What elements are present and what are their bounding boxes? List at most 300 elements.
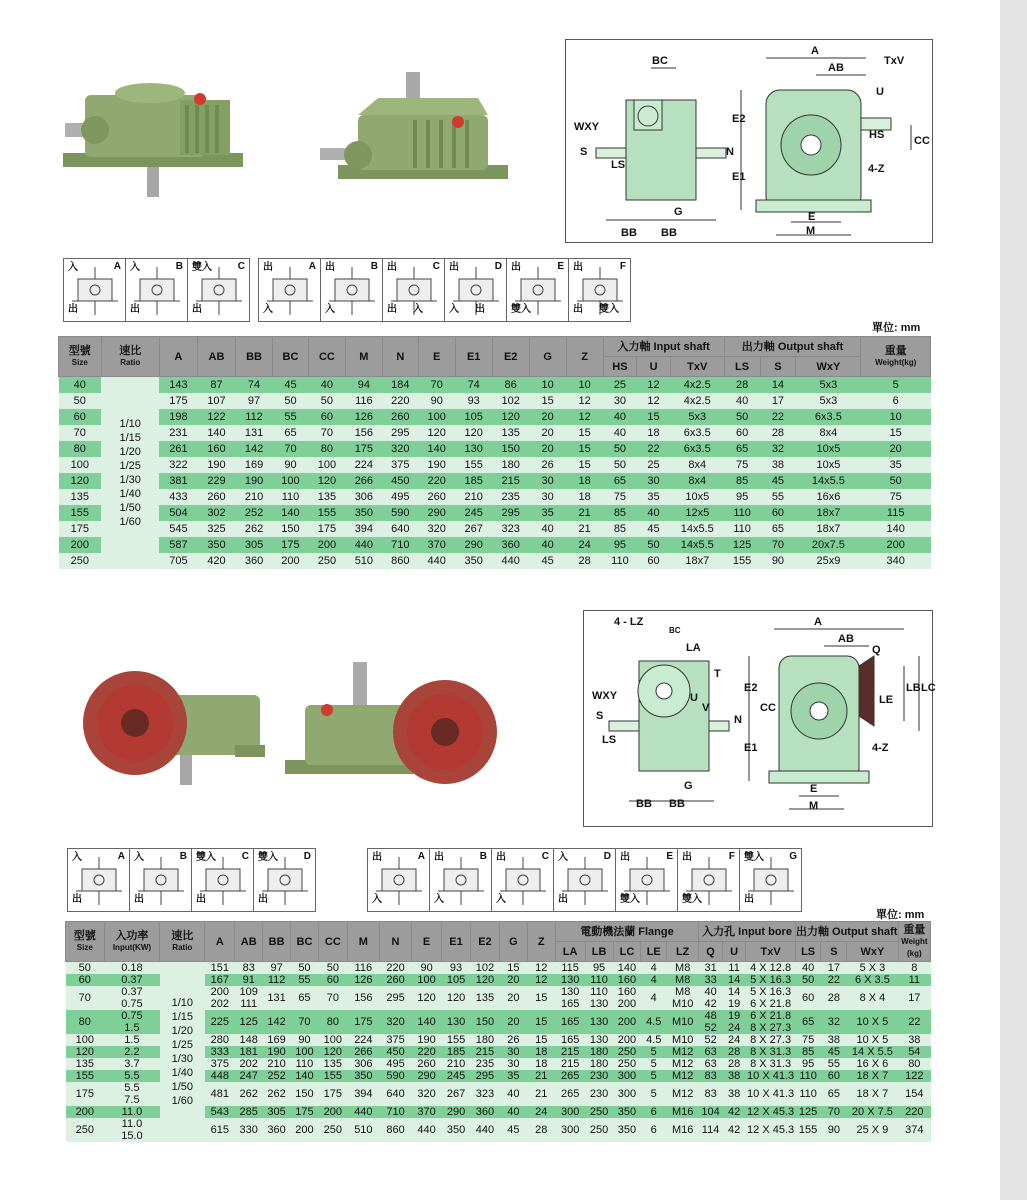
table-cell: 200 [613, 1034, 641, 1046]
table-cell: 140 [291, 1070, 319, 1082]
table-cell: 60 [724, 425, 760, 441]
gearbox-flange-photo-horizontal [80, 665, 270, 790]
header-label: S [830, 945, 838, 958]
table-cell: 175 [318, 1082, 347, 1106]
table-cell: 8 [898, 962, 930, 975]
svg-text:4 - LZ: 4 - LZ [614, 616, 644, 628]
table-cell: 21 [527, 1082, 555, 1106]
mounting-option-tag: 入 [72, 852, 82, 863]
table-cell: 290 [442, 1106, 471, 1118]
table-cell: 448 [205, 1070, 235, 1082]
header-label: WxY [860, 945, 885, 958]
header-label: LB [591, 945, 607, 958]
mounting-option-tag: 出 [325, 262, 335, 273]
header-label: 出力軸 Output shaft [741, 340, 844, 353]
table-header-cell [318, 922, 347, 962]
table-cell: 350 [613, 1118, 641, 1142]
table-cell: 215 [471, 1046, 500, 1058]
table-cell: 374 [898, 1118, 930, 1142]
table-header-cell [555, 942, 585, 962]
spec-table-1 [58, 336, 931, 569]
table-cell: 6x3.5 [670, 425, 724, 441]
table-cell: 0.18 [104, 962, 160, 975]
table-cell: 200 [291, 1118, 319, 1142]
table-cell: 65 [795, 1010, 821, 1034]
table-cell: 200 [59, 537, 102, 553]
svg-text:AB: AB [828, 62, 844, 74]
table-cell: 24 [566, 537, 603, 553]
table-cell: 8x4 [670, 473, 724, 489]
table-cell: 135 [66, 1058, 105, 1070]
table-cell: 74 [236, 377, 273, 393]
table-cell: 17 [760, 393, 796, 409]
table-cell: 245 [455, 505, 492, 521]
table-cell: 420 [197, 553, 235, 569]
table-cell: 305 [263, 1106, 291, 1118]
svg-text:CC: CC [914, 135, 930, 147]
mounting-option-c [491, 848, 554, 912]
ratio-list-cell: 1/10 1/15 1/20 1/25 1/30 1/40 1/50 1/60 [101, 377, 159, 569]
table-cell: 300 [613, 1070, 641, 1082]
table-cell: 587 [159, 537, 197, 553]
table-header-cell [722, 942, 746, 962]
table-cell: 94 [345, 377, 382, 393]
table-cell: 126 [347, 974, 379, 986]
mounting-option-tag: 入 [325, 304, 335, 315]
table-cell: 114 [699, 1118, 723, 1142]
mounting-option-tag: 雙入 [620, 894, 640, 905]
table-cell: 8 X 31.3 [746, 1046, 795, 1058]
table-row [59, 425, 931, 441]
header-label: G [543, 350, 552, 363]
svg-text:LS: LS [611, 159, 626, 171]
header-label: AB [240, 935, 257, 948]
mounting-option-tag: 出 [449, 262, 459, 273]
header-label: M [358, 935, 368, 948]
table-cell: 175 [66, 1082, 105, 1106]
table-cell: 18x7 [796, 521, 861, 537]
table-header-cell [585, 942, 613, 962]
table-header-cell [637, 357, 671, 377]
mounting-option-letter: B [179, 851, 187, 862]
table-cell: 45 [821, 1046, 847, 1058]
table-cell: 250 [585, 1118, 613, 1142]
table-header-cell [760, 357, 796, 377]
table-cell: 70 [318, 986, 347, 1010]
table-cell: 60 [59, 409, 102, 425]
table-header-cell [205, 922, 235, 962]
table-cell: 143 [159, 377, 197, 393]
table-cell: 131 [263, 986, 291, 1010]
table-header-cell [555, 922, 699, 942]
table-cell: 130 165 [555, 986, 585, 1010]
table-cell: 15 [529, 393, 566, 409]
mounting-option-tag: 出 [263, 262, 273, 273]
table-cell: 50 [273, 393, 309, 409]
table-cell: 50 [603, 457, 637, 473]
svg-text:N: N [734, 714, 742, 726]
header-label: TxV [687, 360, 708, 373]
table-cell: 224 [345, 457, 382, 473]
table-cell: 156 [345, 425, 382, 441]
table-cell: M12 [667, 1046, 699, 1058]
table-cell: 262 [235, 1082, 263, 1106]
table-cell: 60 [760, 505, 796, 521]
header-label: E2 [478, 935, 492, 948]
table-cell: 100 [412, 974, 442, 986]
table-cell: 40 [529, 537, 566, 553]
svg-text:E2: E2 [732, 113, 746, 125]
table-cell: 210 [263, 1058, 291, 1070]
table-cell: 265 [555, 1070, 585, 1082]
table-row [59, 553, 931, 569]
table-cell: 323 [471, 1082, 500, 1106]
table-cell: 860 [382, 553, 418, 569]
table-cell: 80 [66, 1010, 105, 1034]
table-cell: 120 [455, 425, 492, 441]
table-cell: 86 [492, 377, 529, 393]
table-header-cell [613, 942, 641, 962]
table-cell: 30 [529, 473, 566, 489]
dimension-drawing-1 [565, 39, 933, 243]
svg-text:A: A [814, 616, 822, 628]
mounting-option-tag: 雙入 [744, 852, 764, 863]
mounting-option-tag: 入 [434, 894, 444, 905]
header-label: LS [801, 945, 816, 958]
table-cell: 323 [492, 521, 529, 537]
table-cell: 295 [471, 1070, 500, 1082]
table-cell: 504 [159, 505, 197, 521]
table-cell: 350 [613, 1106, 641, 1118]
svg-text:BB: BB [636, 798, 652, 810]
svg-text:U: U [690, 692, 698, 704]
table-header-cell [345, 337, 382, 377]
table-header-cell [821, 942, 847, 962]
table-cell: 120 [471, 974, 500, 986]
mounting-option-tag: 出 [744, 894, 754, 905]
table-cell: 155 [318, 1070, 347, 1082]
mounting-option-tag: 出 [258, 894, 268, 905]
svg-text:AB: AB [838, 633, 854, 645]
header-label: AB [208, 350, 225, 363]
table-cell: 5 X 16.3 [746, 974, 795, 986]
mounting-option-b [320, 258, 383, 322]
unit-label-2: 單位: mm [876, 909, 925, 921]
table-cell: 100 [66, 1034, 105, 1046]
table-cell: 55 [291, 974, 319, 986]
table-cell: 280 [205, 1034, 235, 1046]
table-header-cell [347, 922, 379, 962]
table-cell: 185 [455, 473, 492, 489]
svg-text:4-Z: 4-Z [868, 163, 885, 175]
header-label: S [774, 360, 782, 373]
table-cell: 65 [603, 473, 637, 489]
table-cell: 75 [603, 489, 637, 505]
header-label: 重量 [903, 923, 926, 936]
table-cell: 105 [455, 409, 492, 425]
header-label: WxY [816, 360, 841, 373]
table-cell: 15 [527, 1034, 555, 1046]
table-cell: 4x2.5 [670, 393, 724, 409]
table-cell: 97 [236, 393, 273, 409]
header-label: 入力孔 Input bore [702, 925, 792, 938]
table-cell: 125 [795, 1106, 821, 1118]
table-cell: 235 [492, 489, 529, 505]
table-cell: 75 [795, 1034, 821, 1046]
table-cell: 215 [555, 1046, 585, 1058]
mounting-option-tag: 出 [372, 852, 382, 863]
svg-text:S: S [596, 710, 604, 722]
table-cell: 175 [308, 521, 345, 537]
svg-text:HS: HS [869, 129, 885, 141]
header-label: A [174, 350, 183, 363]
table-cell: 306 [345, 489, 382, 505]
mounting-option-tag: 出 [387, 262, 397, 273]
table-cell: 35 [499, 1070, 527, 1082]
table-cell: 250 [318, 1118, 347, 1142]
mounting-option-g [739, 848, 802, 912]
mounting-option-tag: 入 [413, 304, 423, 315]
table-cell: 38 [821, 1034, 847, 1046]
table-cell: 5 [641, 1082, 667, 1106]
table-row [59, 393, 931, 409]
table-cell: 300 [555, 1118, 585, 1142]
table-cell: 4x2.5 [670, 377, 724, 393]
table-cell: 55 [760, 489, 796, 505]
table-cell: 16 X 6 [847, 1058, 898, 1070]
table-cell: M8 M10 [667, 986, 699, 1010]
table-cell: 52 [699, 1034, 723, 1046]
table-cell: 20 X 7.5 [847, 1106, 898, 1118]
table-cell: 333 [205, 1046, 235, 1058]
table-cell: 15 [861, 425, 931, 441]
table-header-cell [641, 942, 667, 962]
table-cell: 265 [555, 1082, 585, 1106]
table-cell: 6 [641, 1118, 667, 1142]
mounting-option-tag: 入 [68, 262, 78, 273]
table-cell: 28 [527, 1118, 555, 1142]
table-cell: 26 [529, 457, 566, 473]
table-cell: 295 [382, 425, 418, 441]
header-label: 速比 [171, 929, 194, 942]
table-cell: 50 [318, 962, 347, 975]
table-cell: 95 [724, 489, 760, 505]
table-cell: 40 [499, 1082, 527, 1106]
table-cell: 120 [59, 473, 102, 489]
header-label: U [649, 360, 658, 373]
table-cell: 102 [471, 962, 500, 975]
table-cell: 25x9 [796, 553, 861, 569]
table-row [59, 457, 931, 473]
table-cell: 302 [197, 505, 235, 521]
mounting-option-tag: 出 [196, 894, 206, 905]
header-label: N [396, 350, 405, 363]
table-cell: 10x5 [796, 441, 861, 457]
table-cell: 20 [861, 441, 931, 457]
header-label: HS [612, 360, 628, 373]
table-cell: 70 [308, 425, 345, 441]
table-cell: 250 [59, 553, 102, 569]
table-cell: 25 X 9 [847, 1118, 898, 1142]
table-header-cell [236, 337, 273, 377]
table-cell: 110 [585, 974, 613, 986]
table-cell: 45 [529, 553, 566, 569]
table-cell: 230 [585, 1070, 613, 1082]
svg-text:BB: BB [661, 227, 677, 239]
table-cell: 83 [699, 1082, 723, 1106]
table-row [59, 473, 931, 489]
table-header-cell [699, 922, 795, 942]
table-cell: 5 [641, 1058, 667, 1070]
table-cell: 710 [382, 537, 418, 553]
table-cell: 38 [760, 457, 796, 473]
table-cell: 10x5 [670, 489, 724, 505]
table-cell: 705 [159, 553, 197, 569]
table-cell: 5 X 16.3 6 X 21.8 [746, 986, 795, 1010]
table-row [59, 489, 931, 505]
table-cell: 104 [699, 1106, 723, 1118]
table-cell: 184 [382, 377, 418, 393]
mounting-option-a [367, 848, 430, 912]
table-header-cell [160, 922, 205, 962]
table-cell: 110 [795, 1082, 821, 1106]
table-cell: 169 [263, 1034, 291, 1046]
table-cell: 440 [418, 553, 455, 569]
gearbox-photo-vertical [318, 70, 518, 210]
table-cell: 135 [308, 489, 345, 505]
table-cell: 55 [273, 409, 309, 425]
svg-text:LC: LC [921, 682, 936, 694]
table-cell: 440 [412, 1118, 442, 1142]
table-cell: 75 [724, 457, 760, 473]
table-cell: 190 [418, 457, 455, 473]
svg-text:V: V [702, 702, 710, 714]
table-cell: 15 [527, 986, 555, 1010]
table-cell: 247 [235, 1070, 263, 1082]
table-cell: 18 [637, 425, 671, 441]
table-cell: 91 [235, 974, 263, 986]
table-cell: 5.5 7.5 [104, 1082, 160, 1106]
table-cell: 5 [641, 1046, 667, 1058]
table-cell: 160 [197, 441, 235, 457]
table-cell: 6 X 21.8 8 X 27.3 [746, 1010, 795, 1034]
table-cell: 180 [585, 1046, 613, 1058]
table-cell: 260 [197, 489, 235, 505]
table-cell: 350 [442, 1118, 471, 1142]
table-cell: 155 [442, 1034, 471, 1046]
table-header-cell [499, 922, 527, 962]
header-label: E [422, 935, 431, 948]
table-cell: 14 19 [722, 986, 746, 1010]
header-label: Z [581, 350, 589, 363]
table-header-cell [412, 922, 442, 962]
table-cell: 200 [318, 1106, 347, 1118]
table-cell: 50 [603, 441, 637, 457]
table-cell: 50 [66, 962, 105, 975]
table-cell: 360 [236, 553, 273, 569]
table-cell: 6 [641, 1106, 667, 1118]
header-label: A [215, 935, 224, 948]
table-cell: 12 [566, 393, 603, 409]
mounting-orientation-row-2b [367, 848, 801, 912]
mounting-option-tag: 雙入 [258, 852, 278, 863]
table-cell: 140 [861, 521, 931, 537]
table-cell: 140 [418, 441, 455, 457]
table-cell: 40 [603, 409, 637, 425]
table-cell: 50 [637, 537, 671, 553]
header-label: 型號 [68, 344, 91, 357]
table-cell: 50 [795, 974, 821, 986]
table-cell: 210 [442, 1058, 471, 1070]
table-cell: 10 X 41.3 [747, 1070, 795, 1082]
mounting-option-tag: 出 [573, 304, 583, 315]
table-cell: 180 [492, 457, 529, 473]
table-cell: 45 [760, 473, 796, 489]
mounting-option-letter: F [619, 261, 626, 272]
mounting-option-tag: 出 [475, 304, 485, 315]
table-cell: 250 [66, 1118, 105, 1142]
table-cell: 231 [159, 425, 197, 441]
table-row [59, 441, 931, 457]
table-cell: 97 [263, 962, 291, 975]
header-label: Q [706, 945, 715, 958]
table-cell: 130 [555, 974, 585, 986]
table-cell: 112 [236, 409, 273, 425]
table-cell: 481 [205, 1082, 235, 1106]
table-cell: 142 [236, 441, 273, 457]
table-cell: 156 [347, 986, 379, 1010]
mounting-option-tag: 出 [434, 852, 444, 863]
table-cell: 115 [555, 962, 585, 975]
table-cell: 5x3 [796, 393, 861, 409]
table-cell: 40 [529, 521, 566, 537]
table-cell: 50 [724, 409, 760, 425]
table-header-cell [746, 942, 795, 962]
table-cell: 6x3.5 [670, 441, 724, 457]
mounting-option-letter: A [117, 851, 125, 862]
table-cell: 80 [59, 441, 102, 457]
table-header-cell [492, 337, 529, 377]
table-cell: 20 [529, 409, 566, 425]
table-header-cell [66, 922, 105, 962]
table-cell: 150 [273, 521, 309, 537]
table-header-cell [382, 337, 418, 377]
table-cell: 24 [527, 1106, 555, 1118]
table-cell: 10 X 41.3 [746, 1082, 795, 1106]
table-cell: 30 [499, 1046, 527, 1058]
table-row [59, 537, 931, 553]
table-header-cell [159, 337, 197, 377]
table-cell: 20 [499, 1010, 527, 1034]
svg-text:E1: E1 [744, 742, 758, 754]
table-cell: 38 [722, 1070, 746, 1082]
table-cell: 210 [455, 489, 492, 505]
mounting-option-letter: D [603, 851, 611, 862]
table-cell: 30 [603, 393, 637, 409]
table-cell: 45 [273, 377, 309, 393]
table-cell: 110 130 [585, 986, 613, 1010]
table-cell: 5x3 [670, 409, 724, 425]
table-cell: 495 [379, 1058, 411, 1070]
table-cell: 30 [637, 473, 671, 489]
table-cell: 440 [471, 1118, 500, 1142]
table-cell: 19 24 [722, 1010, 746, 1034]
table-header-cell [101, 337, 159, 377]
table-header-cell [724, 337, 861, 357]
table-cell: 125 [235, 1010, 263, 1034]
table-cell: 70 [760, 537, 796, 553]
table-cell: 200 [308, 537, 345, 553]
